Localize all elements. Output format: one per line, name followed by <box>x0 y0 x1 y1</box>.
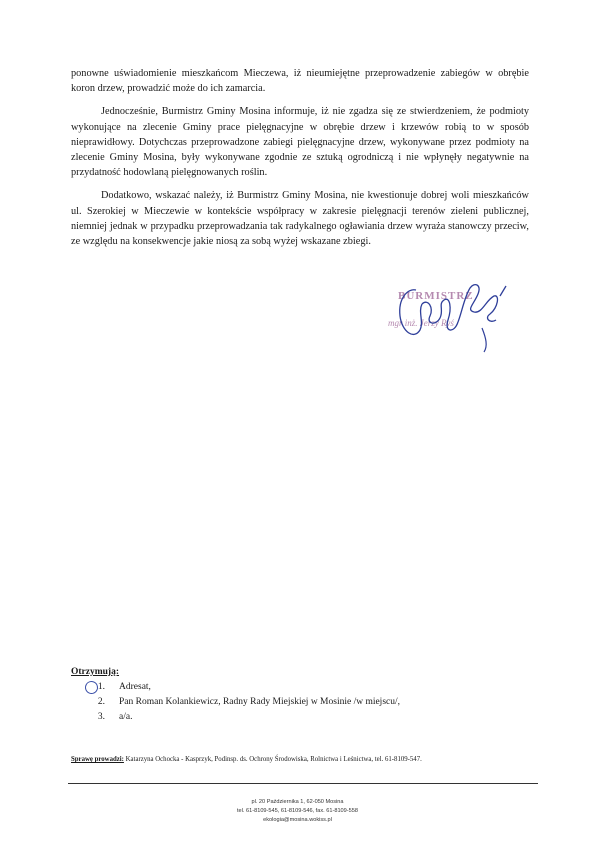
paragraph-3: Dodatkowo, wskazać należy, iż Burmistrz Gminy Mosina, nie kwestionuje dobrej woli mieszkańców ul. Szerokiej w Mieczewie w kontekście współpracy w zakresie pielęgnacji terenów zieleni publicznej, niemniej jednak w przypadku przeprowadzania tak radykalnego ogławiania drzew wyraża stanowczy przeciw, ze względu na konsekwencje jakie niosą za sobą wyżej wskazane zbiegi. <box>71 190 529 248</box>
stamp-title: BURMISTRZ <box>398 290 474 302</box>
handler-label: Sprawę prowadzi: <box>71 756 124 763</box>
letter-body <box>71 66 529 257</box>
handwritten-signature-icon <box>378 268 528 358</box>
footer-phones: tel. 61-8109-545, 61-8109-546, fax. 61-8109-558 <box>237 808 358 814</box>
signature-stamp <box>378 268 528 358</box>
recipient-text: Pan Roman Kolankiewicz, Radny Rady Miejskiej w Mosinie /w miejscu/, <box>119 697 401 707</box>
list-item <box>71 710 531 725</box>
list-item <box>71 680 531 695</box>
recipients-heading: Otrzymują: <box>71 667 120 677</box>
footer-address: pl. 20 Października 1, 62-050 Mosina <box>251 799 344 805</box>
stamp-name: mgr inż. Jerzy Ryś <box>388 318 454 328</box>
recipient-number: 1. <box>97 682 105 692</box>
footer <box>0 798 595 825</box>
case-handler <box>71 755 541 765</box>
footer-email: ekologia@mosina.wokiss.pl <box>263 817 332 823</box>
recipients-list <box>71 680 531 725</box>
handler-text: Katarzyna Ochocka - Kasprzyk, Podinsp. ds. Ochrony Środowiska, Rolnictwa i Leśnictwa, tel. 61-8109-547. <box>123 756 422 763</box>
recipient-text: Adresat, <box>119 682 151 692</box>
recipients-section <box>71 665 531 725</box>
recipient-number: 2. <box>97 697 105 707</box>
paragraph-1: ponowne uświadomienie mieszkańcom Mieczewa, iż nieumiejętne przeprowadzenie zabiegów w obrębie koron drzew, prowadzić może do ich zamarcia. <box>71 68 529 95</box>
list-item <box>71 695 531 710</box>
paragraph-2: Jednocześnie, Burmistrz Gminy Mosina informuje, iż nie zgadza się ze stwierdzeniem, że podmioty wykonujące na zlecenie Gminy prace pielęgnacyjne w obrębie drzew i krzewów robią to w sposób nieprawidłowy. Dotychczas przeprowadzone zabiegi pielęgnacyjne drzew, wykonywane przez podmioty na zlecenie Gminy Mosina, były wykonywane zgodnie ze sztuką ogrodniczą i nie wpłynęły negatywnie na przydatność hodowlaną pielęgnowanych roślin. <box>71 106 529 179</box>
footer-divider <box>68 783 538 784</box>
recipient-text: a/a. <box>119 712 133 722</box>
recipient-number: 3. <box>97 712 105 722</box>
